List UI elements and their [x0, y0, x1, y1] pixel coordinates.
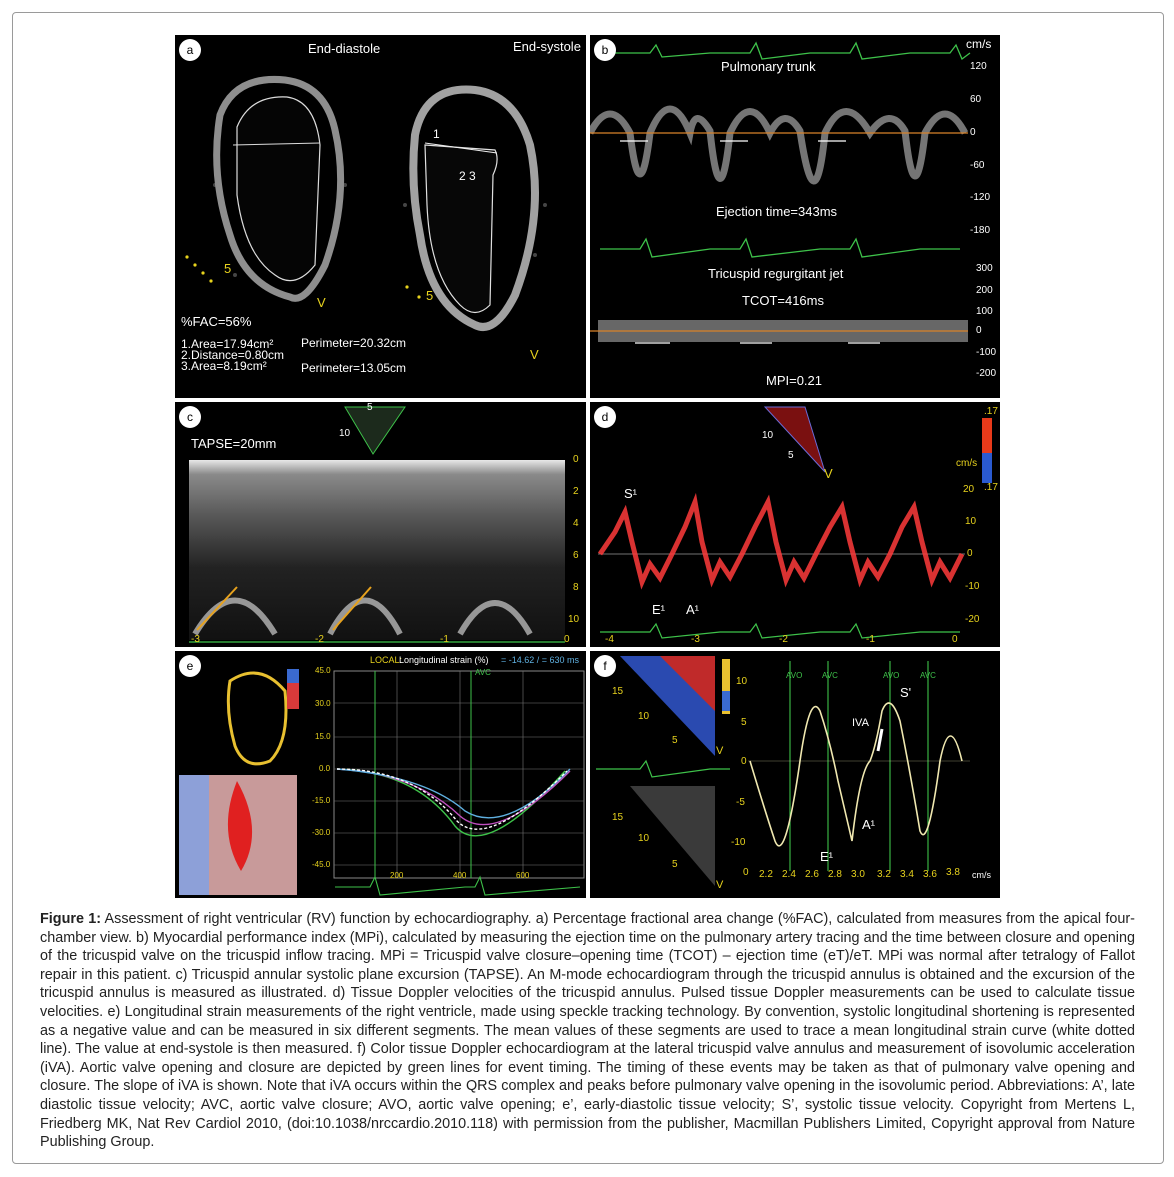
- time-tick-400: 400: [453, 871, 467, 880]
- tr-tick-300: 300: [976, 263, 993, 274]
- caption-label: Figure 1:: [40, 911, 102, 927]
- tdi-tick-10: 10: [965, 516, 977, 527]
- panel-e-strain-image: [175, 651, 586, 898]
- tricuspid-jet-label: Tricuspid regurgitant jet: [708, 266, 844, 281]
- tdi-time-neg4: -4: [605, 634, 614, 645]
- event-avc-2: AVC: [920, 671, 936, 680]
- measure-distance-2: 2.Distance=0.80cm: [181, 348, 285, 362]
- pt-tick-120: 120: [970, 61, 987, 72]
- time-tick-0: 0: [564, 634, 570, 645]
- iva-label: IVA: [852, 717, 869, 729]
- iva-tick-5: 5: [741, 717, 747, 728]
- depth-tick-2: 2: [573, 486, 579, 497]
- strain-tick-30: 30.0: [315, 699, 331, 708]
- a-prime-label: A¹: [862, 817, 875, 832]
- pt-tick-0: 0: [970, 127, 976, 138]
- time-tick-600: 600: [516, 871, 530, 880]
- panel-e: [175, 651, 586, 898]
- time-tick-200: 200: [390, 871, 404, 880]
- scale-label-v-right: V: [530, 347, 539, 362]
- panel-d-tag: d: [594, 406, 616, 428]
- tr-tick-0: 0: [976, 325, 982, 336]
- e-prime-label: E¹: [820, 849, 833, 864]
- measure-area-1: 1.Area=17.94cm²: [181, 337, 274, 351]
- top-sector-15: 15: [612, 686, 624, 697]
- panel-b: [590, 35, 1000, 398]
- sector-label-10: 10: [762, 430, 774, 441]
- tdi-time-neg3: -3: [691, 634, 700, 645]
- velocity-unit: cm/s: [956, 458, 978, 469]
- top-sector-10: 10: [638, 711, 650, 722]
- panel-c-tag: c: [179, 406, 201, 428]
- iva-tick-neg5: -5: [736, 797, 745, 808]
- iva-x-3-0: 3.0: [851, 869, 865, 880]
- iva-x-3-8: 3.8: [946, 867, 960, 878]
- iva-unit: cm/s: [972, 870, 991, 880]
- panel-e-tag: e: [179, 655, 201, 677]
- perimeter-2: Perimeter=13.05cm: [301, 361, 407, 375]
- tr-tick-200: 200: [976, 285, 993, 296]
- pt-tick-60: 60: [970, 94, 982, 105]
- scale-label-5-right: 5: [426, 288, 434, 303]
- segment-label-2-3: 2 3: [459, 169, 476, 183]
- sector-label-5: 5: [367, 402, 373, 413]
- tcot-label: TCOT=416ms: [742, 293, 824, 308]
- iva-x-3-2: 3.2: [877, 869, 891, 880]
- depth-tick-8: 8: [573, 582, 579, 593]
- pt-tick-neg120: -120: [970, 192, 991, 203]
- sector-label-v: V: [824, 466, 833, 481]
- tr-tick-neg200: -200: [976, 368, 997, 379]
- velocity-unit: cm/s: [966, 37, 992, 51]
- strain-tick-neg30: -30.0: [312, 828, 331, 837]
- strain-tick-15: 15.0: [315, 732, 331, 741]
- tdi-tick-20: 20: [963, 484, 975, 495]
- s-prime-label: S¹: [624, 486, 637, 501]
- tdi-tick-neg20: -20: [965, 614, 980, 625]
- depth-tick-6: 6: [573, 550, 579, 561]
- s-prime-label: S': [900, 685, 912, 700]
- sector-label-5: 5: [788, 450, 794, 461]
- event-avc-1: AVC: [822, 671, 838, 680]
- tr-tick-100: 100: [976, 306, 993, 317]
- strain-tick-neg15: -15.0: [312, 796, 331, 805]
- panel-b-tag: b: [594, 39, 616, 61]
- segment-label-1: 1: [433, 127, 440, 141]
- time-tick-neg1: -1: [440, 634, 449, 645]
- iva-x-2-2: 2.2: [759, 869, 773, 880]
- depth-tick-4: 4: [573, 518, 579, 529]
- measure-area-3: 3.Area=8.19cm²: [181, 359, 267, 373]
- scale-label-5-left: 5: [224, 261, 232, 276]
- panel-a-tag: a: [179, 39, 201, 61]
- mpi-label: MPI=0.21: [766, 373, 823, 388]
- pt-tick-neg60: -60: [970, 160, 985, 171]
- iva-tick-0: 0: [741, 756, 747, 767]
- sector-label-10: 10: [339, 428, 351, 439]
- tdi-time-neg1: -1: [866, 634, 875, 645]
- bottom-sector-5: 5: [672, 859, 678, 870]
- panel-f-iva-image: [590, 651, 1000, 898]
- strain-tick-0: 0.0: [319, 764, 331, 773]
- time-tick-neg3: -3: [191, 634, 200, 645]
- strain-header-local: LOCAL:: [370, 655, 403, 665]
- top-sector-5: 5: [672, 735, 678, 746]
- fac-value: %FAC=56%: [181, 314, 252, 329]
- iva-x-0: 0: [743, 867, 749, 878]
- iva-x-3-4: 3.4: [900, 869, 914, 880]
- tdi-time-neg2: -2: [779, 634, 788, 645]
- color-scale-top: .17: [984, 406, 998, 417]
- panel-a: [175, 35, 586, 398]
- figure-caption: [40, 910, 1135, 1152]
- caption-text: Assessment of right ventricular (RV) function by echocardiography. a) Percentage fractional area change (%FAC), calculated from measures from the apical four-chamber view. b) Myocardial performance index (MPi), calculated by measuring the ejection time on the pulmonary artery tracing and the time between closure and opening of the tricuspid valve on the tricuspid inflow tracing. MPi = Tricuspid valve closure–opening time (TCOT) – ejection time (eT)/eT. MPi was normal after tetralogy of Fallot repair in this patient. c) Tricuspid annular systolic plane excursion (TAPSE). An M-mode echocardiogram through the tricuspid annulus is obtained and the excursion of the tricuspid annulus is measured as illustrated. d) Tissue Doppler velocities of the tricuspid annulus. Pulsed tissue Doppler measurements can be used to calculate tissue velocities. e) Longitudinal strain measurements of the right ventricle, made using speckle tracking technology. By convention, systolic longitudinal shortening is represented as a negative value and can be measured in six different segments. The mean values of these segments are used to trace a mean longitudinal strain curve (white dotted line). The value at end-systole is then measured. f) Color tissue Doppler echocardiogram at the lateral tricuspid valve annulus and measurement of isovolumic acceleration (iVA). Aortic valve opening and closure are depicted by green lines for event timing. The timing of these events may be taken as that of pulmonary valve opening and closure. The slope of iVA is shown. Note that iVA occurs within the QRS complex and peaks before pulmonary valve opening in the isovolumic period. Abbreviations: A’, late diastolic tissue velocity; AVC, aortic valve closure; AVO, aortic valve opening; e’, early-diastolic tissue velocity; S’, systolic tissue velocity. Copyright from Mertens L, Friedberg MK, Nat Rev Cardiol 2010, (doi:10.1038/nrccardio.2010.118) with permission from the publisher, Macmillan Publishers Limited, Copyright approval from Nature Publishing Group.: [40, 911, 1135, 1151]
- bottom-sector-10: 10: [638, 833, 650, 844]
- tdi-tick-0: 0: [967, 548, 973, 559]
- panel-f: [590, 651, 1000, 898]
- end-diastole-label: End-diastole: [308, 41, 381, 56]
- depth-tick-10: 10: [568, 614, 580, 625]
- end-systole-label: End-systole: [513, 39, 581, 54]
- panel-f-tag: f: [594, 655, 616, 677]
- tapse-label: TAPSE=20mm: [191, 436, 277, 451]
- top-sector-v: V: [716, 745, 724, 757]
- scale-label-v-left: V: [317, 295, 326, 310]
- iva-tick-10: 10: [736, 676, 748, 687]
- avc-marker: AVC: [475, 668, 491, 677]
- strain-tick-45: 45.0: [315, 666, 331, 675]
- iva-x-2-6: 2.6: [805, 869, 819, 880]
- panel-d: [590, 402, 1000, 647]
- iva-tick-neg10: -10: [731, 837, 746, 848]
- event-avo-1: AVO: [786, 671, 803, 680]
- strain-tick-neg45: -45.0: [312, 860, 331, 869]
- tr-tick-neg100: -100: [976, 347, 997, 358]
- tdi-time-0: 0: [952, 634, 958, 645]
- perimeter-1: Perimeter=20.32cm: [301, 336, 407, 350]
- color-scale-bottom: .17: [984, 482, 998, 493]
- a-prime-label: A¹: [686, 602, 699, 617]
- iva-x-3-6: 3.6: [923, 869, 937, 880]
- tdi-tick-neg10: -10: [965, 581, 980, 592]
- pt-tick-neg180: -180: [970, 225, 991, 236]
- pulmonary-trunk-label: Pulmonary trunk: [721, 59, 816, 74]
- strain-header-value: = -14.62 / = 630 ms: [501, 655, 580, 665]
- panel-c: [175, 402, 586, 647]
- bottom-sector-v: V: [716, 879, 724, 891]
- ejection-time-label: Ejection time=343ms: [716, 204, 838, 219]
- depth-tick-0: 0: [573, 454, 579, 465]
- iva-x-2-4: 2.4: [782, 869, 796, 880]
- iva-x-2-8: 2.8: [828, 869, 842, 880]
- time-tick-neg2: -2: [315, 634, 324, 645]
- bottom-sector-15: 15: [612, 812, 624, 823]
- e-prime-label: E¹: [652, 602, 665, 617]
- event-avo-2: AVO: [883, 671, 900, 680]
- strain-header-title: Longitudinal strain (%): [399, 655, 489, 665]
